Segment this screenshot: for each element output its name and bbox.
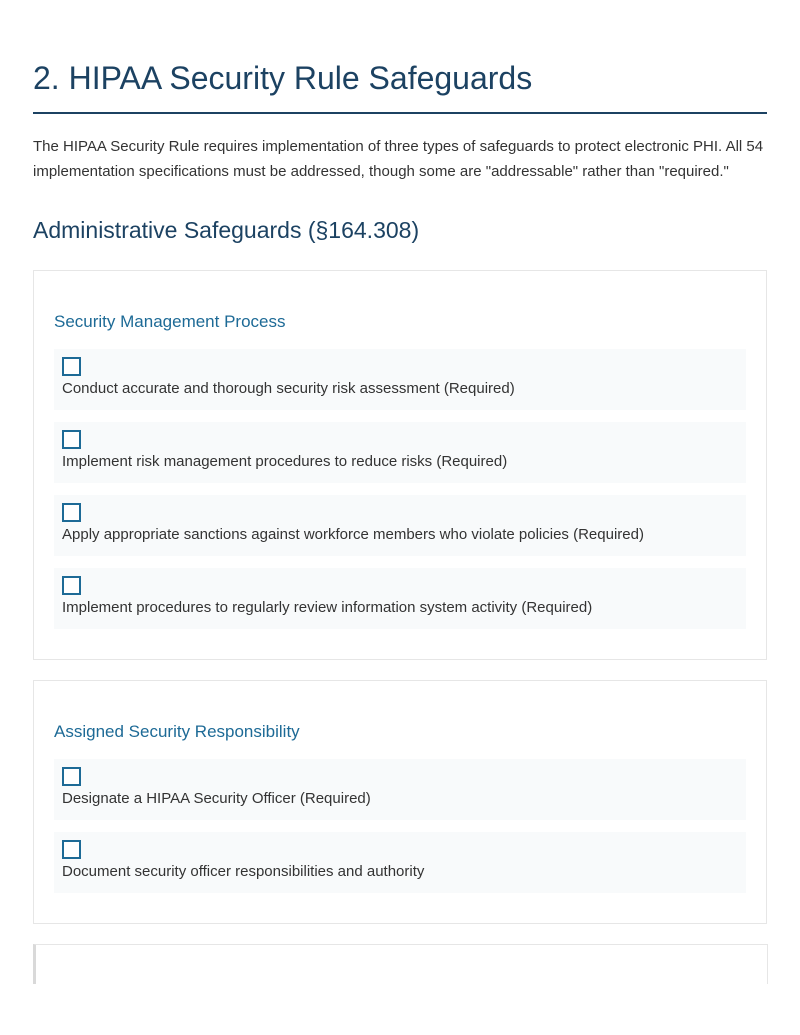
checklist-item [54,495,746,556]
subsection-assigned-responsibility [33,680,767,924]
checklist-item [54,568,746,629]
subsection-list [33,270,767,984]
subsection-security-management [33,270,767,660]
next-subsection-partial [33,944,768,984]
checkbox[interactable] [62,503,81,522]
checklist-item-label: Document security officer responsibilities and authority [62,863,425,880]
subsection-title: Assigned Security Responsibility [54,722,300,741]
section-heading-administrative: Administrative Safeguards (§164.308) [33,217,420,243]
checklist-item-label: Implement risk management procedures to reduce risks (Required) [62,453,508,470]
checkbox[interactable] [62,840,81,859]
checklist-item-label: Designate a HIPAA Security Officer (Required) [62,790,371,807]
checklist-item [54,422,746,483]
intro-paragraph: The HIPAA Security Rule requires implementation of three types of safeguards to protect electronic PHI. All 54 implementation specifications must be addressed, though some are "addressable" rather than "required." [33,138,764,180]
checkbox[interactable] [62,767,81,786]
page-title: 2. HIPAA Security Rule Safeguards [33,0,767,114]
document-page [33,0,767,984]
checklist-item-label: Apply appropriate sanctions against workforce members who violate policies (Required) [62,526,644,543]
checkbox[interactable] [62,357,81,376]
checkbox[interactable] [62,430,81,449]
checklist-item [54,759,746,820]
checklist-item-label: Implement procedures to regularly review information system activity (Required) [62,599,593,616]
checkbox[interactable] [62,576,81,595]
checklist-item [54,349,746,410]
subsection-title: Security Management Process [54,312,286,331]
checklist-item-label: Conduct accurate and thorough security risk assessment (Required) [62,380,515,397]
checklist-item [54,832,746,893]
